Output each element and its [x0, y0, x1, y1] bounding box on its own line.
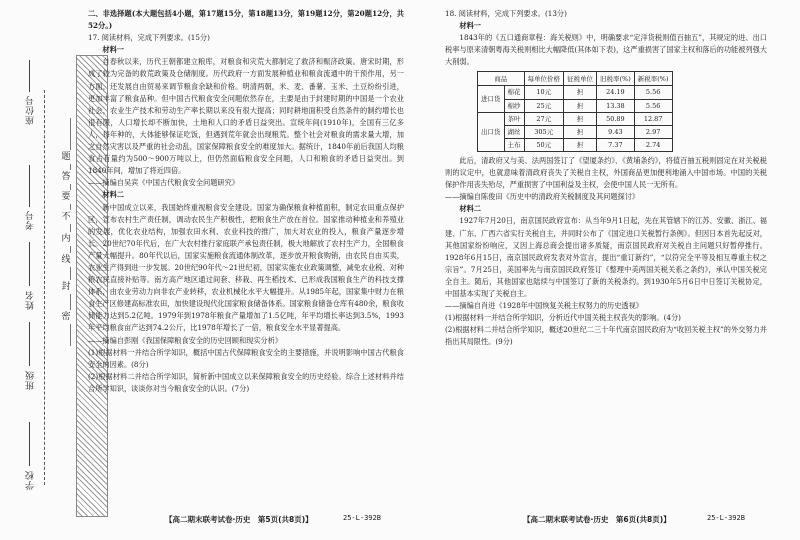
- seal-char: 题: [59, 150, 73, 164]
- question-18-title: 18. 阅读材料，完成下列要求。(13分): [445, 9, 567, 18]
- exam-no-label: 考号: [26, 210, 36, 230]
- section-header: 二、非选择题(本大题包括4小题，第17题15分，第18题13分，第19题12分，第20题12分，共52分。): [88, 9, 404, 31]
- name-label: 姓名: [26, 290, 36, 310]
- material-2-text: 新中国成立以来，我国始终重视粮食安全建设。国家为确保粮食种植面积，制定农田重点保护区，宣布农村生产责任制，调动农民生产积极性，把粮食生产放在首位。国家推动种植业和养殖业的发展，优化农业结构，加强农田水利、农业科技的推广，加大对农业的投入，粮食产量逐步增长。20世纪70年代后，在广大农村推行家庭联产承包责任制，极大地解放了农村生产力，全国粮食产量大幅提升。80年代以后，国家实施粮食流通体制改革，逐步放开粮食购销，由农民自由买卖，农业生产得到进一步发展。20世纪90年代～21世纪初，国家实施农业政策调整，减免农业税、对种粮农民直接补贴等。南方高产地区通过间套、移栽、再生稻技术、已形成我国粮食生产的科技支撑体系，由农业劳动力向非农产业转移，农业机械化水平大幅提升。从1985年起，国家集中财力在粮食生产区修建高标准农田，加快建设现代化国家粮食储备体系。国家粮食储备仓库有480余，粮食收储能力达到5.2亿吨。1979年到1978年粮食产量增加了1.5亿吨，年平均增长率达到3.5%，1993年平均粮食亩产达到74.2公斤，比1978年增长了一倍，粮食安全水平显著提高。: [88, 202, 404, 333]
- material-2-text: 1927年7月20日，南京国民政府宣布：从当年9月1日起，先在其管辖下的江苏、安徽、浙江、福建、广东、广西六省实行关税自主，并同时公布了《国定进口关税暂行条例》。但因日本首先起反对，其他国家纷纷响应，又因上海总商会提出诸多质疑，南京国民政府对关税自主问题只好暂停推行。1928年6月15日，南京国民政府发表对外宣言，提出“重订新约”，“以符完全平等及相互尊重主权之宗旨”。7月25日，美国率先与南京国民政府签订《整理中美两国关税关系之条约》，承认中国关税完全自主。随后，其他国家也陆续与中国签订了新的关税条约。到1930年5月6日中日签订关税协定，中国基本实现了关税自主。: [445, 216, 767, 298]
- page-footer-right: [523, 514, 671, 525]
- table-cell: 担: [564, 86, 597, 99]
- cut-line: [44, 90, 45, 485]
- right-column: [445, 8, 767, 348]
- question-18-2: (2)根据材料二并结合所学知识，概述20世纪二三十年代南京国民政府为“收回关税主权”的外交努力并指出其局限性。(9分): [445, 325, 767, 347]
- exam-no-blank[interactable]: [29, 165, 30, 207]
- table-cell: 7.37: [597, 138, 635, 151]
- seal-char: 答: [59, 170, 73, 184]
- material-1-label: 材料一: [102, 45, 124, 55]
- table-cell: 担: [564, 112, 597, 125]
- seal-char: 不: [59, 210, 73, 224]
- material-2-source: ——摘编自肖进《1928年中国恢复关税主权努力的历史透视》: [445, 301, 643, 311]
- question-18-1: (1)根据材料一并结合所学知识，分析近代中国关税主权丧失的影响。(4分): [445, 313, 681, 323]
- table-row: [478, 138, 673, 151]
- table-cell: 9.43: [597, 125, 635, 138]
- material-1-source: ——摘编自吴宾《中国古代粮食安全问题研究》: [88, 178, 239, 188]
- table-header: 每单位价格: [524, 72, 564, 86]
- seal-char: 封: [59, 280, 73, 294]
- name-blank[interactable]: [29, 242, 30, 286]
- seal-char: 线: [59, 253, 73, 267]
- table-cell: 担: [564, 125, 597, 138]
- table-cell: 305元: [524, 125, 564, 138]
- material-2-label: 材料二: [102, 190, 124, 200]
- school-blank[interactable]: [29, 422, 30, 466]
- question-17-title: 17. 阅读材料，完成下列要求。(15分): [88, 33, 210, 43]
- table-row: [478, 86, 673, 99]
- table-cell: 25元: [524, 99, 564, 112]
- table-header: 商品: [478, 72, 525, 86]
- material-1-label: 材料一: [459, 21, 481, 31]
- material-2-label: 材料二: [459, 204, 481, 214]
- material-2-source: ——摘编自彭刚《我国保障粮食安全的历史回顾和现实分析》: [88, 335, 283, 345]
- seal-char: 要: [59, 190, 73, 204]
- table-row: [478, 125, 673, 138]
- material-1-text: 自春秋以来，历代王朝都建立粮库，对粮食和灾荒大都制定了救济和赈济政策。唐宋时期，形成了较为完备的救荒政策及仓储制度。历代政府一方面发展种植业和粮食流通中的干预作用，另一方面，还发展自由贸易来调节粮食余缺和价格。明清两朝，米、麦、番薯、玉米、土豆纷纷引进，更加丰富了粮食品种。但中国古代粮食安全问题依然存在，主要是由于封建时期的中国是一个农业社会，农业生产技术和劳动生产率长期以来没有很大提高；同时耕地面积受自然条件的制约增长也很有限，人口增长却不断加快，土地和人口的矛盾日益突出。宣统年间(1910年)，全国有三亿多人，每年种的，大体能够保证吃饭，但遇到荒年就会出现粮荒。整个社会对粮食的需求量大增，加之自然灾害以及严重的社会动乱，国家保障粮食安全的难度加大。据统计，1840年前后我国人均粮食占有量约为500～900万吨以上，但仍然面临粮食安全问题，人口和粮食的矛盾日益突出。到1840年间，增加了将近四倍。: [88, 57, 404, 176]
- table-cell: 棉花: [504, 86, 524, 99]
- tariff-table: [477, 71, 673, 151]
- page-footer-left: [165, 514, 313, 525]
- table-cell: 5.56: [634, 86, 672, 99]
- table-cell: 茶叶: [504, 112, 524, 125]
- class-blank[interactable]: [29, 322, 30, 366]
- school-label: 学校: [26, 470, 36, 490]
- table-header: 征税单位: [564, 72, 597, 86]
- table-cell: 27元: [524, 112, 564, 125]
- table-header-row: [478, 72, 673, 86]
- question-17-1: (1)根据材料一并结合所学知识，概括中国古代保障粮食安全的主要措施，并说明影响中国古代粮食安全的因素。(8分): [88, 347, 404, 369]
- group-cell: 进口货: [478, 86, 505, 112]
- seal-char: 密: [59, 310, 73, 324]
- table-header: 旧税率(%): [597, 72, 635, 86]
- seat-no-label: 座位号: [26, 95, 36, 125]
- table-cell: 2.74: [634, 138, 672, 151]
- footer-text: 【高二期末联考试卷·历史 第6页(共8页)】: [523, 515, 671, 524]
- left-column: [88, 8, 404, 395]
- table-cell: 5.56: [634, 99, 672, 112]
- paper-code-right: 25-L-392B: [707, 514, 745, 522]
- paper-code-left: 25-L-392B: [343, 514, 381, 522]
- table-cell: 10元: [524, 86, 564, 99]
- material-1-text-continued: 此后，清政府又与美、法两国签订了《望厦条约》、《黄埔条约》，将值百抽五税则固定在对关税税则的议定中，也就意味着清政府丧失了关税自主权，外国商品更加便利地涌入中国市场。中国的关税保护作用丧失殆尽，严重损害了中国利益及主权，会使中国人民一无所有。: [445, 155, 767, 190]
- group-cell: 出口货: [478, 112, 505, 151]
- table-cell: 湖丝: [504, 125, 524, 138]
- material-1-text: 1843年的《五口通商章程：海关税则》中，明确要求“定洋货税则值百抽五”，其规定的进、出口税率与原来清朝粤海关税则相比大幅降低(其体如下表)，这严重损害了国家主权和落后的功能被列强大大削弱。: [445, 33, 767, 67]
- table-header: 新税率(%): [634, 72, 672, 86]
- table-cell: 24.19: [597, 86, 635, 99]
- material-1-source: ——摘编自陈俊田《历史中的清政府关税制度及其问题探讨》: [445, 192, 640, 202]
- seal-char: 内: [59, 232, 73, 246]
- table-cell: 50元: [524, 138, 564, 151]
- table-cell: 担: [564, 99, 597, 112]
- table-cell: 2.97: [634, 125, 672, 138]
- question-17-2: (2)根据材料二并结合所学知识，简析新中国成立以来保障粮食安全的历史经验。综合上述材料并结合所学知识，谈谈你对当今粮食安全的认识。(7分): [88, 371, 404, 393]
- table-cell: 12.87: [634, 112, 672, 125]
- table-cell: 13.38: [597, 99, 635, 112]
- table-cell: 土布: [504, 138, 524, 151]
- class-label: 班级: [26, 370, 36, 390]
- table-cell: 50.89: [597, 112, 635, 125]
- seat-no-blank[interactable]: [29, 60, 30, 92]
- table-row: [478, 112, 673, 125]
- footer-text: 【高二期末联考试卷·历史 第5页(共8页)】: [165, 515, 313, 524]
- table-cell: 棉纱: [504, 99, 524, 112]
- table-row: [478, 99, 673, 112]
- table-cell: 担: [564, 138, 597, 151]
